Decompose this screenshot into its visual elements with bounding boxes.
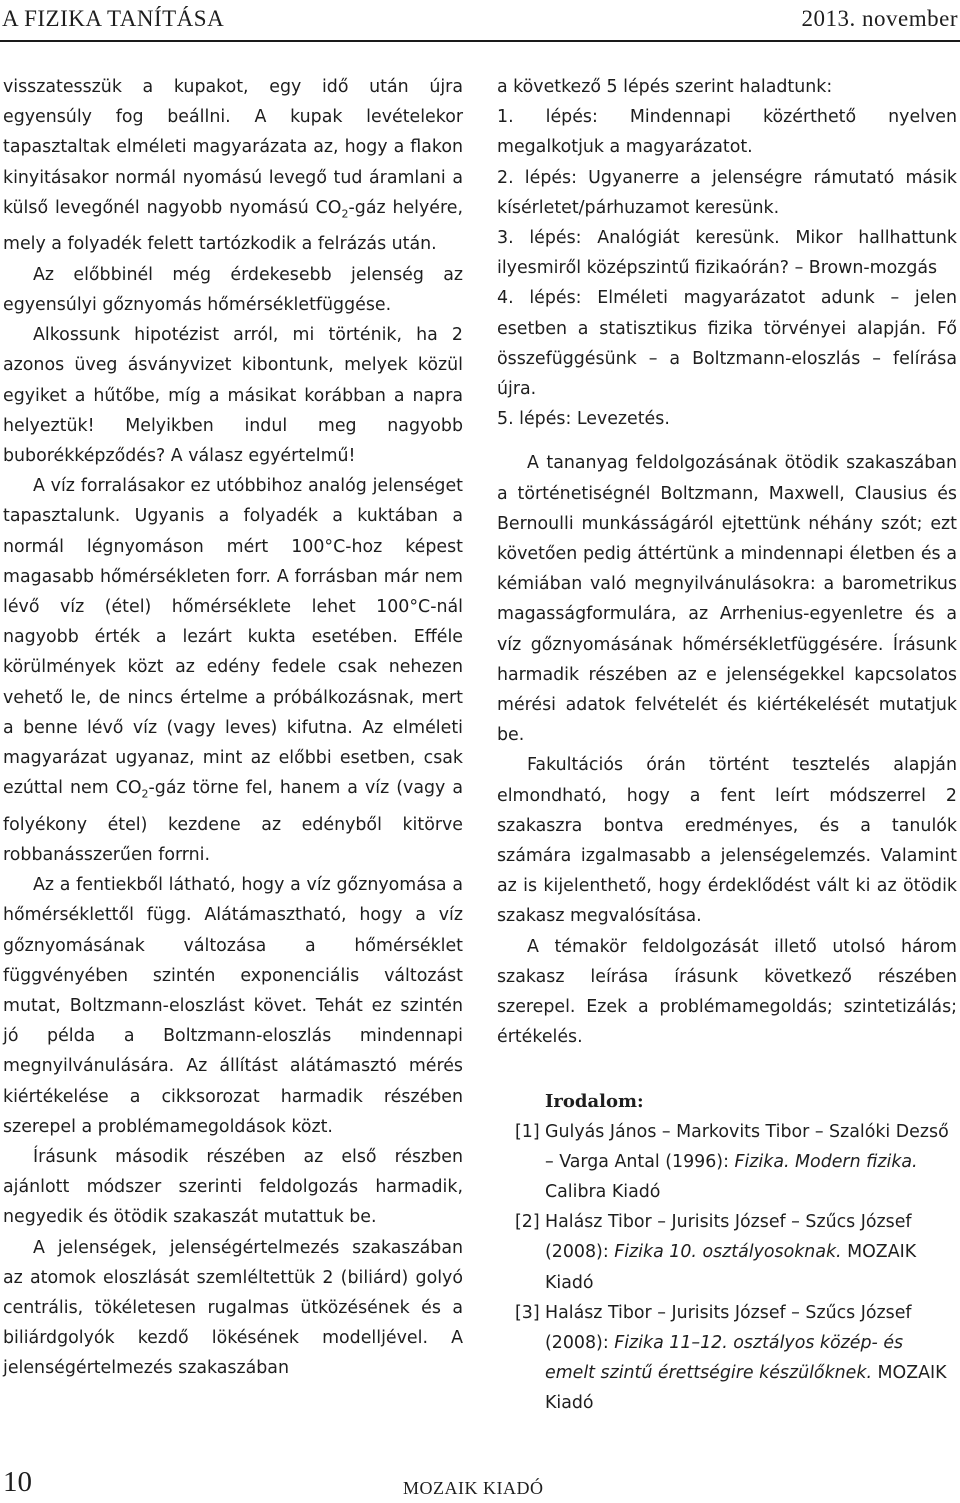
reference-number: [1]: [515, 1121, 540, 1142]
step-item: 3. lépés: Analógiát keresünk. Mikor hallhattunk ilyesmiről középszintű fizikaórán? – Brown-mozgás: [497, 228, 957, 279]
paragraph: A tananyag feldolgozásának ötödik szakaszában a történetiségnél Boltzmann, Maxwell, Clausius és Bernoulli munkásságáról ejtettünk néhány szót; ezt követően pedig áttértünk a mindennapi életben és a kémiában való megnyilvánulásokra: a barometrikus magasságformulára, az Arrhenius-egyenletre és a víz gőznyomásának hőmérsékletfüggésére. Írásunk harmadik részében az e jelenségekkel kapcsolatos mérési adatok felvételét és kiértékelését mutatjuk be.: [497, 453, 957, 746]
issue-date: 2013. november: [801, 6, 958, 31]
paragraph: Írásunk második részében az első részben ajánlott módszer szerinti feldolgozás harmadik, negyedik és ötödik szakaszát mutattuk be.: [3, 1147, 463, 1228]
paragraph: Az előbbinél még érdekesebb jelenség az egyensúlyi gőznyomás hőmérsékletfüggése.: [3, 264, 463, 315]
paragraph: A víz forralásakor ez utóbbihoz analóg jelenséget tapasztalunk. Ugyanis a folyadék a kuktában a normál légnyomáson mért 100°C-hoz képest magasabb hőmérsékleten forr. A forrásban már nem lévő víz (étel) hőmérséklete lehet 100°C-nál nagyobb érték a lezárt kukta esetében. Efféle körülmények közt az edény fedele csak nehezen vehető le, de nincs értelme a próbálkozásnak, mert a benne lévő víz (vagy leves) kifutna. Az elméleti magyarázat ugyanaz, mint az előbbi esetben, csak ezúttal nem $CO_2$-gáz törne fel, hanem a víz (vagy a folyékony étel) kezdene az edényből kitörve robbanásszerűen forrni.: [3, 476, 463, 866]
publisher-name: MOZAIK KIADÓ: [403, 1478, 544, 1498]
journal-title: A FIZIKA TANÍTÁSA: [2, 6, 225, 31]
left-column: [3, 72, 463, 1384]
reference-item: [2] Halász Tibor – Jurisits József – Szűcs József (2008): Fizika 10. osztályosoknak. MOZAIK Kiadó: [497, 1207, 957, 1298]
step-item: 4. lépés: Elméleti magyarázatot adunk – jelen esetben a statisztikus fizika törvényei alapján. Fő összefüggésünk – a Boltzmann-eloszlás – felírása újra.: [497, 288, 957, 400]
reference-item: [1] Gulyás János – Markovits Tibor – Szalóki Dezső – Varga Antal (1996): Fizika. Modern fizika. Calibra Kiadó: [497, 1117, 957, 1208]
paragraph: Alkossunk hipotézist arról, mi történik, ha 2 azonos üveg ásványvizet kibontunk, melyek közül egyiket a hűtőbe, míg a másikat korábban a napra helyeztük! Melyikben indul meg nagyobb buborékképződés? A válasz egyértelmű!: [3, 325, 463, 466]
page-number: 10: [3, 1466, 32, 1498]
reference-item: [3] Halász Tibor – Jurisits József – Szűcs József (2008): Fizika 11–12. osztályos közép- és emelt szintű érettségire készülőknek. MOZAIK Kiadó: [497, 1298, 957, 1419]
reference-number: [3]: [515, 1302, 540, 1323]
paragraph: A jelenségek, jelenségértelmezés szakaszában az atomok eloszlását szemléltettük 2 (biliárd) golyó centrális, tökéletesen rugalmas ütközésének és a biliárdgolyók kezdő lökésének modelljével. A jelenségértelmezés szakaszában: [3, 1237, 463, 1379]
paragraph: A témakör feldolgozását illető utolsó három szakasz leírása írásunk következő részében szerepel. Ezek a problémamegoldás; szintetizálás; értékelés.: [497, 936, 957, 1048]
page-footer: [0, 1466, 960, 1503]
paragraph: Fakultációs órán történt tesztelés alapján elmondható, hogy a fent leírt módszerrel 2 szakaszra bontva eredményes, és a tanulók számára izgalmasabb a jelenségelemzés. Valamint az is kijelenthető, hogy érdeklődést vált ki az ötödik szakasz megvalósítása.: [497, 755, 957, 927]
running-header: [0, 0, 960, 42]
step-item: 1. lépés: Mindennapi közérthető nyelven megalkotjuk a magyarázatot.: [497, 107, 957, 158]
paragraph: visszatesszük a kupakot, egy idő után újra egyensúly fog beállni. A kupak levételekor tapasztaltak elméleti magyarázata az, hogy a flakon kinyitásakor normál nyomású levegő tud áramlani a külső levegőnél nagyobb nyomású $CO_2$-gáz helyére, mely a folyadék felett tartózkodik a felrázás után.: [3, 77, 464, 255]
right-column: [497, 72, 957, 1419]
paragraph: Az a fentiekből látható, hogy a víz gőznyomása a hőmérséklettől függ. Alátámasztható, hogy a víz gőznyomásának változása a hőmérséklet függvényében szintén exponenciális változást mutat, Boltzmann-eloszlást követ. Tehát ez szintén jó példa a Boltzmann-eloszlás mindennapi megnyilvánulására. Az állítást alátámasztó mérés kiértékelése a cikksorozat harmadik részében szerepel a problémamegoldások közt.: [3, 875, 463, 1137]
reference-number: [2]: [515, 1212, 540, 1233]
step-item: 5. lépés: Levezetés.: [497, 409, 670, 430]
references-heading: Irodalom:: [545, 1090, 644, 1112]
step-item: 2. lépés: Ugyanerre a jelenségre rámutató másik kísérletet/párhuzamot keresünk.: [497, 167, 957, 218]
steps-intro: a következő 5 lépés szerint haladtunk:: [497, 77, 833, 97]
